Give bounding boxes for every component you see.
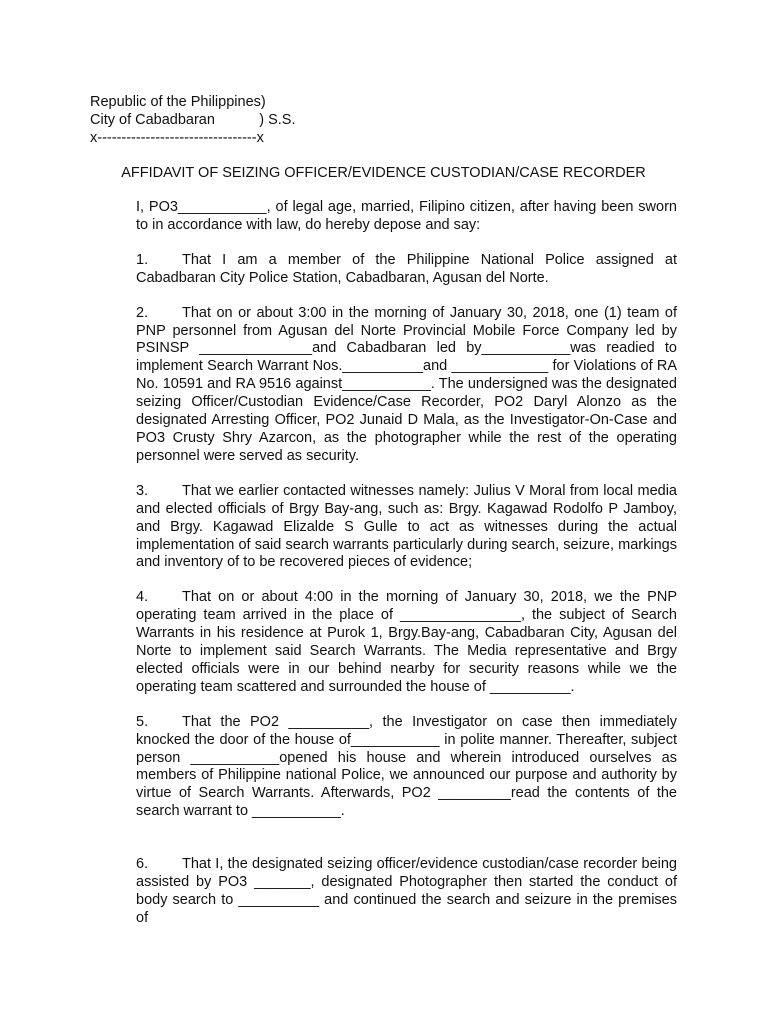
intro-paragraph xyxy=(90,199,677,235)
header-republic: Republic of the Philippines) xyxy=(90,94,266,110)
intro-text: I, PO3___________, of legal age, married, Filipino citizen, after having been sworn to in accordance with law, do hereby depose and say: xyxy=(136,199,677,233)
paragraph-number: 5. xyxy=(136,713,149,730)
paragraph-5 xyxy=(90,714,677,821)
paragraph-text: That the PO2 __________, the Investigator on case then immediately knocked the door of the house of___________ in polite manner. Thereafter, subject person ___________opened his house and wherein introduced ourselves as members of Philippine national Police, we announced our purpose and authority by virtue of Search Warrants. Afterwards, PO2 _________read the contents of the search warrant to ___________. xyxy=(136,713,677,820)
paragraph-number: 6. xyxy=(136,856,149,873)
paragraph-6 xyxy=(90,856,677,928)
paragraph-text: That on or about 3:00 in the morning of January 30, 2018, one (1) team of PNP personnel from Agusan del Norte Provincial Mobile Force Company led by PSINSP ______________and Cabadbaran led by___________was readied to implement Search Warrant Nos.__________and ____________ for Violations of RA No. 10591 and RA 9516 against___________. The undersigned was the designated seizing Officer/Custodian Evidence/Case Recorder, PO2 Daryl Alonzo as the designated Arresting Officer, PO2 Junaid D Mala, as the Investigator-On-Case and PO3 Crusty Shry Azarcon, as the photographer while the rest of the operating personnel were served as security. xyxy=(136,304,677,464)
paragraph-number: 3. xyxy=(136,482,149,499)
affidavit-document xyxy=(90,93,677,928)
header-city: City of Cabadbaran ) S.S. xyxy=(90,112,296,128)
paragraph-2 xyxy=(90,305,677,466)
document-header xyxy=(90,93,677,147)
header-separator: x---------------------------------x xyxy=(90,130,264,146)
document-title: AFFIDAVIT OF SEIZING OFFICER/EVIDENCE CUSTODIAN/CASE RECORDER xyxy=(121,165,646,181)
paragraph-3 xyxy=(90,483,677,573)
paragraph-text: That I, the designated seizing officer/evidence custodian/case recorder being assisted by PO3 _______, designated Photographer then started the conduct of body search to __________ and continued the search and seizure in the premises of xyxy=(136,856,677,926)
paragraph-number: 2. xyxy=(136,304,149,321)
paragraph-text: That I am a member of the Philippine National Police assigned at Cabadbaran City Police Station, Cabadbaran, Agusan del Norte. xyxy=(136,251,677,286)
paragraph-1 xyxy=(90,252,677,288)
paragraph-text: That on or about 4:00 in the morning of January 30, 2018, we the PNP operating team arrived in the place of _______________, the subject of Search Warrants in his residence at Purok 1, Brgy.Bay-ang, Cabadbaran City, Agusan del Norte to implement said Search Warrants. The Media representative and Brgy elected officials were in our behind nearby for security reasons while we the operating team scattered and surrounded the house of __________. xyxy=(136,589,677,695)
paragraph-text: That we earlier contacted witnesses namely: Julius V Moral from local media and elected officials of Brgy Bay-ang, such as: Brgy. Kagawad Rodolfo P Jamboy, and Brgy. Kagawad Elizalde S Gulle to act as witnesses during the actual implementation of said search warrants particularly during search, seizure, markings and inventory of to be recovered pieces of evidence; xyxy=(136,482,677,571)
paragraph-4 xyxy=(90,589,677,696)
paragraph-number: 1. xyxy=(136,251,149,268)
paragraph-number: 4. xyxy=(136,589,149,606)
